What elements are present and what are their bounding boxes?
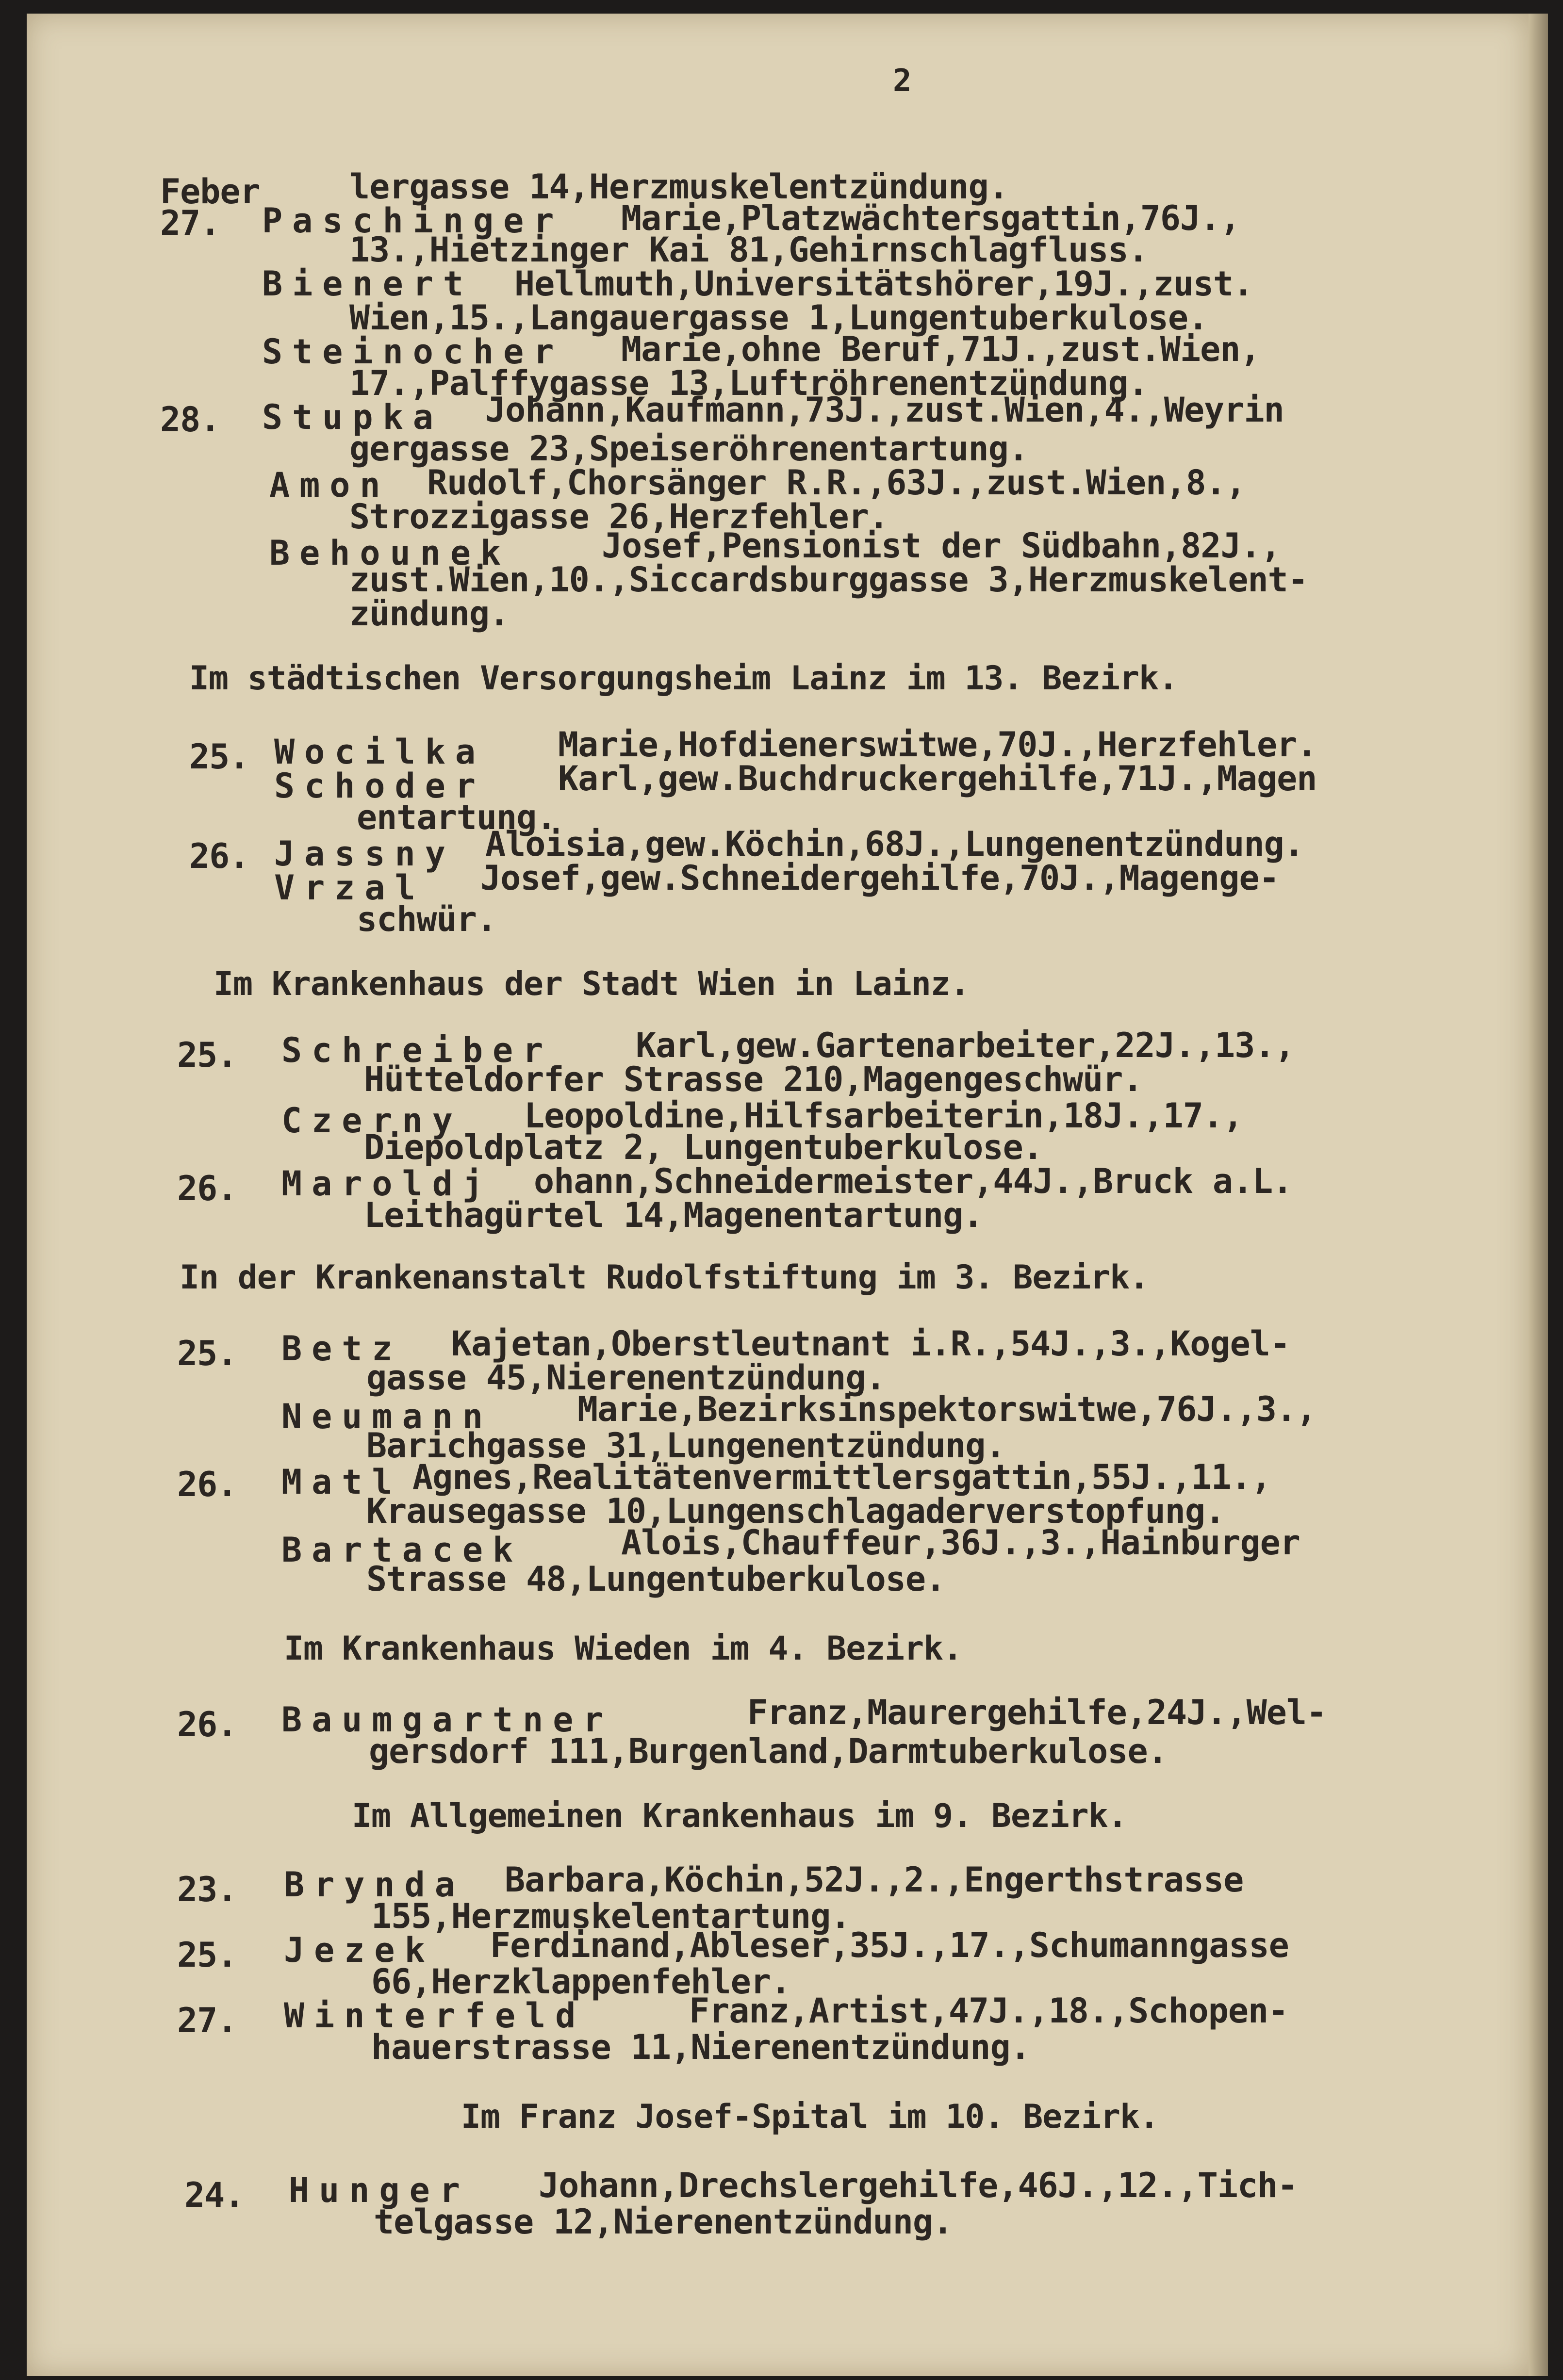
entry-text: Barbara,Köchin,52J.,2.,Engerthstrasse xyxy=(505,1860,1244,1900)
entry-day: 26. xyxy=(177,1169,237,1208)
entry-text: Rudolf,Chorsänger R.R.,63J.,zust.Wien,8., xyxy=(427,463,1246,503)
entry-text: Marie,Platzwächtersgattin,76J., xyxy=(621,198,1240,238)
entry-text: Krausegasse 10,Lungenschlagaderverstopfung. xyxy=(366,1491,1225,1531)
entry-name: Amon xyxy=(269,465,390,505)
entry-text: Hütteldorfer Strasse 210,Magengeschwür. xyxy=(364,1060,1143,1099)
section-heading: Im Franz Josef-Spital im 10. Bezirk. xyxy=(461,2098,1159,2136)
entry-name: Bienert xyxy=(262,264,474,304)
entry-text: Hellmuth,Universitätshörer,19J.,zust. xyxy=(514,264,1253,304)
entry-text: Diepoldplatz 2, Lungentuberkulose. xyxy=(364,1127,1043,1167)
entry-name: Stupka xyxy=(262,397,443,437)
entry-text: Agnes,Realitätenvermittlersgattin,55J.,11., xyxy=(412,1457,1271,1497)
entry-text: Karl,gew.Buchdruckergehilfe,71J.,Magen xyxy=(558,759,1317,799)
section-heading: In der Krankenanstalt Rudolfstiftung im 3. Bezirk. xyxy=(180,1258,1149,1297)
entry-text: Karl,gew.Gartenarbeiter,22J.,13., xyxy=(636,1026,1295,1065)
entry-day: 25. xyxy=(177,1334,237,1373)
entry-text: Kajetan,Oberstleutnant i.R.,54J.,3.,Kogel- xyxy=(451,1324,1290,1364)
entry-text: hauerstrasse 11,Nierenentzündung. xyxy=(371,2027,1030,2067)
entry-day: 25. xyxy=(189,737,249,777)
entry-text: schwür. xyxy=(357,899,497,939)
page-edge xyxy=(1529,14,1548,2376)
entry-text: Franz,Maurergehilfe,24J.,Wel- xyxy=(747,1693,1327,1732)
entry-text: zust.Wien,10.,Siccardsburggasse 3,Herzmuskelent- xyxy=(349,560,1308,600)
entry-text: Strasse 48,Lungentuberkulose. xyxy=(366,1559,946,1599)
entry-text: 17.,Palffygasse 13,Luftröhrenentzündung. xyxy=(349,363,1148,403)
entry-day: 23. xyxy=(177,1870,237,1909)
entry-text: Marie,Bezirksinspektorswitwe,76J.,3., xyxy=(577,1389,1316,1429)
entry-text: Johann,Kaufmann,73J.,zust.Wien,4.,Weyrin xyxy=(485,390,1284,430)
entry-text: Marie,Hofdienerswitwe,70J.,Herzfehler. xyxy=(558,725,1317,765)
entry-name: Hunger xyxy=(289,2170,470,2210)
entry-name: Betz xyxy=(281,1329,402,1369)
entry-day: 26. xyxy=(177,1705,237,1744)
entry-day: 26. xyxy=(189,836,249,876)
entry-name: Jassny xyxy=(274,834,455,874)
entry-name: Baumgartner xyxy=(281,1700,613,1740)
entry-text: Johann,Drechslergehilfe,46J.,12.,Tich- xyxy=(539,2166,1298,2205)
entry-day: 25. xyxy=(177,1935,237,1975)
entry-text: 66,Herzklappenfehler. xyxy=(371,1962,791,2002)
opening-continuation: lergasse 14,Herzmuskelentzündung. xyxy=(349,167,1008,207)
entry-day: 27. xyxy=(177,2001,237,2040)
entry-text: ohann,Schneidermeister,44J.,Bruck a.L. xyxy=(534,1161,1293,1201)
entry-name: Schreiber xyxy=(281,1030,553,1070)
entry-text: entartung. xyxy=(357,798,557,837)
entry-text: telgasse 12,Nierenentzündung. xyxy=(374,2202,953,2242)
entry-text: Aloisia,gew.Köchin,68J.,Lungenentzündung. xyxy=(485,824,1304,864)
entry-text: Leithagürtel 14,Magenentartung. xyxy=(364,1195,983,1235)
entry-text: Strozzigasse 26,Herzfehler. xyxy=(349,497,888,537)
entry-text: Wien,15.,Langauergasse 1,Lungentuberkulose. xyxy=(349,298,1208,338)
entry-name: Maroldj xyxy=(281,1164,493,1204)
entry-text: Barichgasse 31,Lungenentzündung. xyxy=(366,1426,1005,1466)
entry-name: Jezek xyxy=(284,1930,435,1970)
entry-text: Franz,Artist,47J.,18.,Schopen- xyxy=(689,1991,1288,2031)
entry-text: Leopoldine,Hilfsarbeiterin,18J.,17., xyxy=(524,1096,1243,1136)
entry-name: Vrzal xyxy=(274,868,425,908)
entry-text: zündung. xyxy=(349,594,510,634)
entry-text: gasse 45,Nierenentzündung. xyxy=(366,1358,886,1398)
opening-month: Feber xyxy=(160,172,260,212)
section-heading: Im Allgemeinen Krankenhaus im 9. Bezirk. xyxy=(352,1797,1127,1835)
entry-name: Czerny xyxy=(281,1101,462,1141)
page-number: 2 xyxy=(893,63,912,99)
section-heading: Im Krankenhaus der Stadt Wien in Lainz. xyxy=(214,965,970,1003)
entry-text: Marie,ohne Beruf,71J.,zust.Wien, xyxy=(621,329,1260,369)
entry-name: Matl xyxy=(281,1462,402,1502)
entry-text: Josef,gew.Schneidergehilfe,70J.,Magenge- xyxy=(480,858,1279,898)
entry-name: Winterfeld xyxy=(284,1996,586,2036)
entry-text: gersdorf 111,Burgenland,Darmtuberkulose. xyxy=(369,1731,1168,1771)
entry-text: 155,Herzmuskelentartung. xyxy=(371,1896,851,1936)
entry-name: Schoder xyxy=(274,766,486,806)
entry-name: Paschinger xyxy=(262,201,564,241)
entry-day: 25. xyxy=(177,1035,237,1075)
section-heading: Im Krankenhaus Wieden im 4. Bezirk. xyxy=(284,1630,962,1668)
entry-name: Behounek xyxy=(269,533,511,573)
entry-name: Wocilka xyxy=(274,732,486,772)
entry-day: 28. xyxy=(160,400,220,440)
entry-text: Alois,Chauffeur,36J.,3.,Hainburger xyxy=(621,1523,1300,1563)
entry-text: 13.,Hietzinger Kai 81,Gehirnschlagfluss. xyxy=(349,230,1148,270)
entry-name: Neumann xyxy=(281,1397,493,1436)
entry-text: Josef,Pensionist der Südbahn,82J., xyxy=(602,526,1281,566)
section-heading: Im städtischen Versorgungsheim Lainz im 13. Bezirk. xyxy=(189,659,1178,698)
entry-day: 24. xyxy=(184,2175,245,2215)
entry-name: Bartacek xyxy=(281,1530,523,1570)
entry-name: Steinocher xyxy=(262,332,564,372)
entry-day: 27. xyxy=(160,203,220,243)
entry-day: 26. xyxy=(177,1465,237,1504)
entry-text: gergasse 23,Speiseröhrenentartung. xyxy=(349,429,1028,469)
entry-text: Ferdinand,Ableser,35J.,17.,Schumanngasse xyxy=(490,1925,1289,1965)
entry-name: Brynda xyxy=(284,1865,465,1905)
